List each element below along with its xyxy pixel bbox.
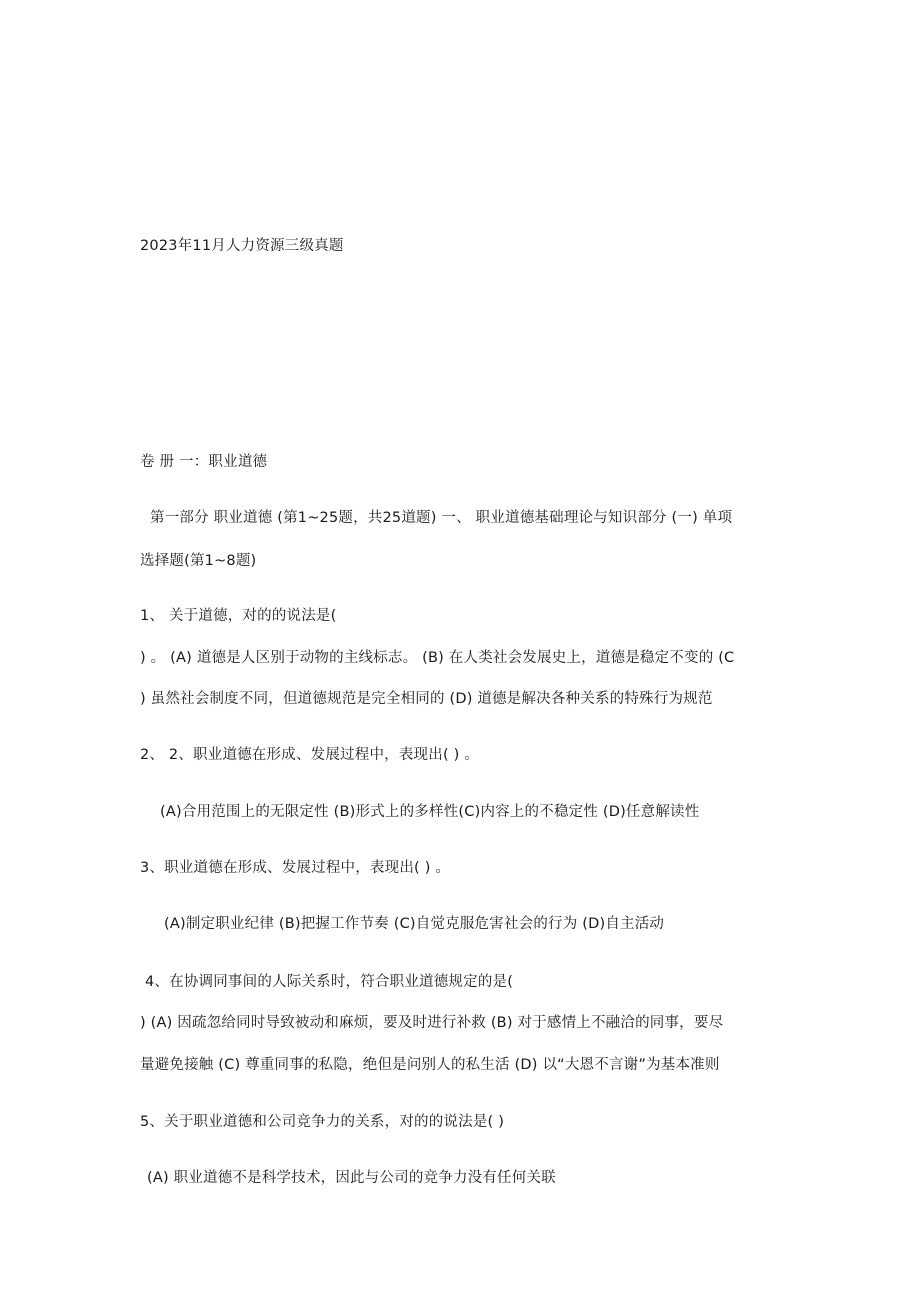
question-5-option-a: (A) 职业道德不是科学技术，因此与公司的竞争力没有任何关联 — [147, 1170, 556, 1186]
question-5-stem: 5、关于职业道德和公司竞争力的关系，对的的说法是( ) — [140, 1114, 505, 1130]
question-2-stem: 2、 2、职业道德在形成、发展过程中，表现出( ) 。 — [140, 747, 479, 763]
question-1-options-line-2: ) 虽然社会制度不同，但道德规范是完全相同的 (D) 道德是解决各种关系的特殊行为规范 — [140, 691, 713, 707]
question-1-stem: 1、 关于道德，对的的说法是( — [140, 608, 337, 624]
question-2-options: (A)合用范围上的无限定性 (B)形式上的多样性(C)内容上的不稳定性 (D)任意解读性 — [160, 804, 700, 820]
question-3-stem: 3、职业道德在形成、发展过程中，表现出( ) 。 — [140, 860, 451, 876]
question-4-stem: 4、在协调同事间的人际关系时，符合职业道德规定的是( — [145, 974, 514, 990]
question-1-options-line-1: ) 。 (A) 道德是人区别于动物的主线标志。 (B) 在人类社会发展史上，道德是稳定不变的 (C — [140, 650, 735, 666]
section-intro-line-1: 第一部分 职业道德 (第1~25题，共25道题) 一、 职业道德基础理论与知识部分 (一) 单项 — [150, 510, 733, 526]
question-4-options-line-1: ) (A) 因疏忽给同时导致被动和麻烦，要及时进行补救 (B) 对于感情上不融洽的同事，要尽 — [140, 1015, 724, 1031]
volume-heading: 卷 册 一：职业道德 — [140, 454, 268, 470]
question-3-options: (A)制定职业纪律 (B)把握工作节奏 (C)自觉克服危害社会的行为 (D)自主活动 — [164, 916, 665, 932]
question-4-options-line-2: 量避免接触 (C) 尊重同事的私隐，绝但是问别人的私生活 (D) 以“大恩不言谢”为基本准则 — [140, 1057, 720, 1073]
document-title: 2023年11月人力资源三级真题 — [140, 238, 344, 254]
section-intro-line-2: 选择题(第1~8题) — [140, 553, 257, 569]
